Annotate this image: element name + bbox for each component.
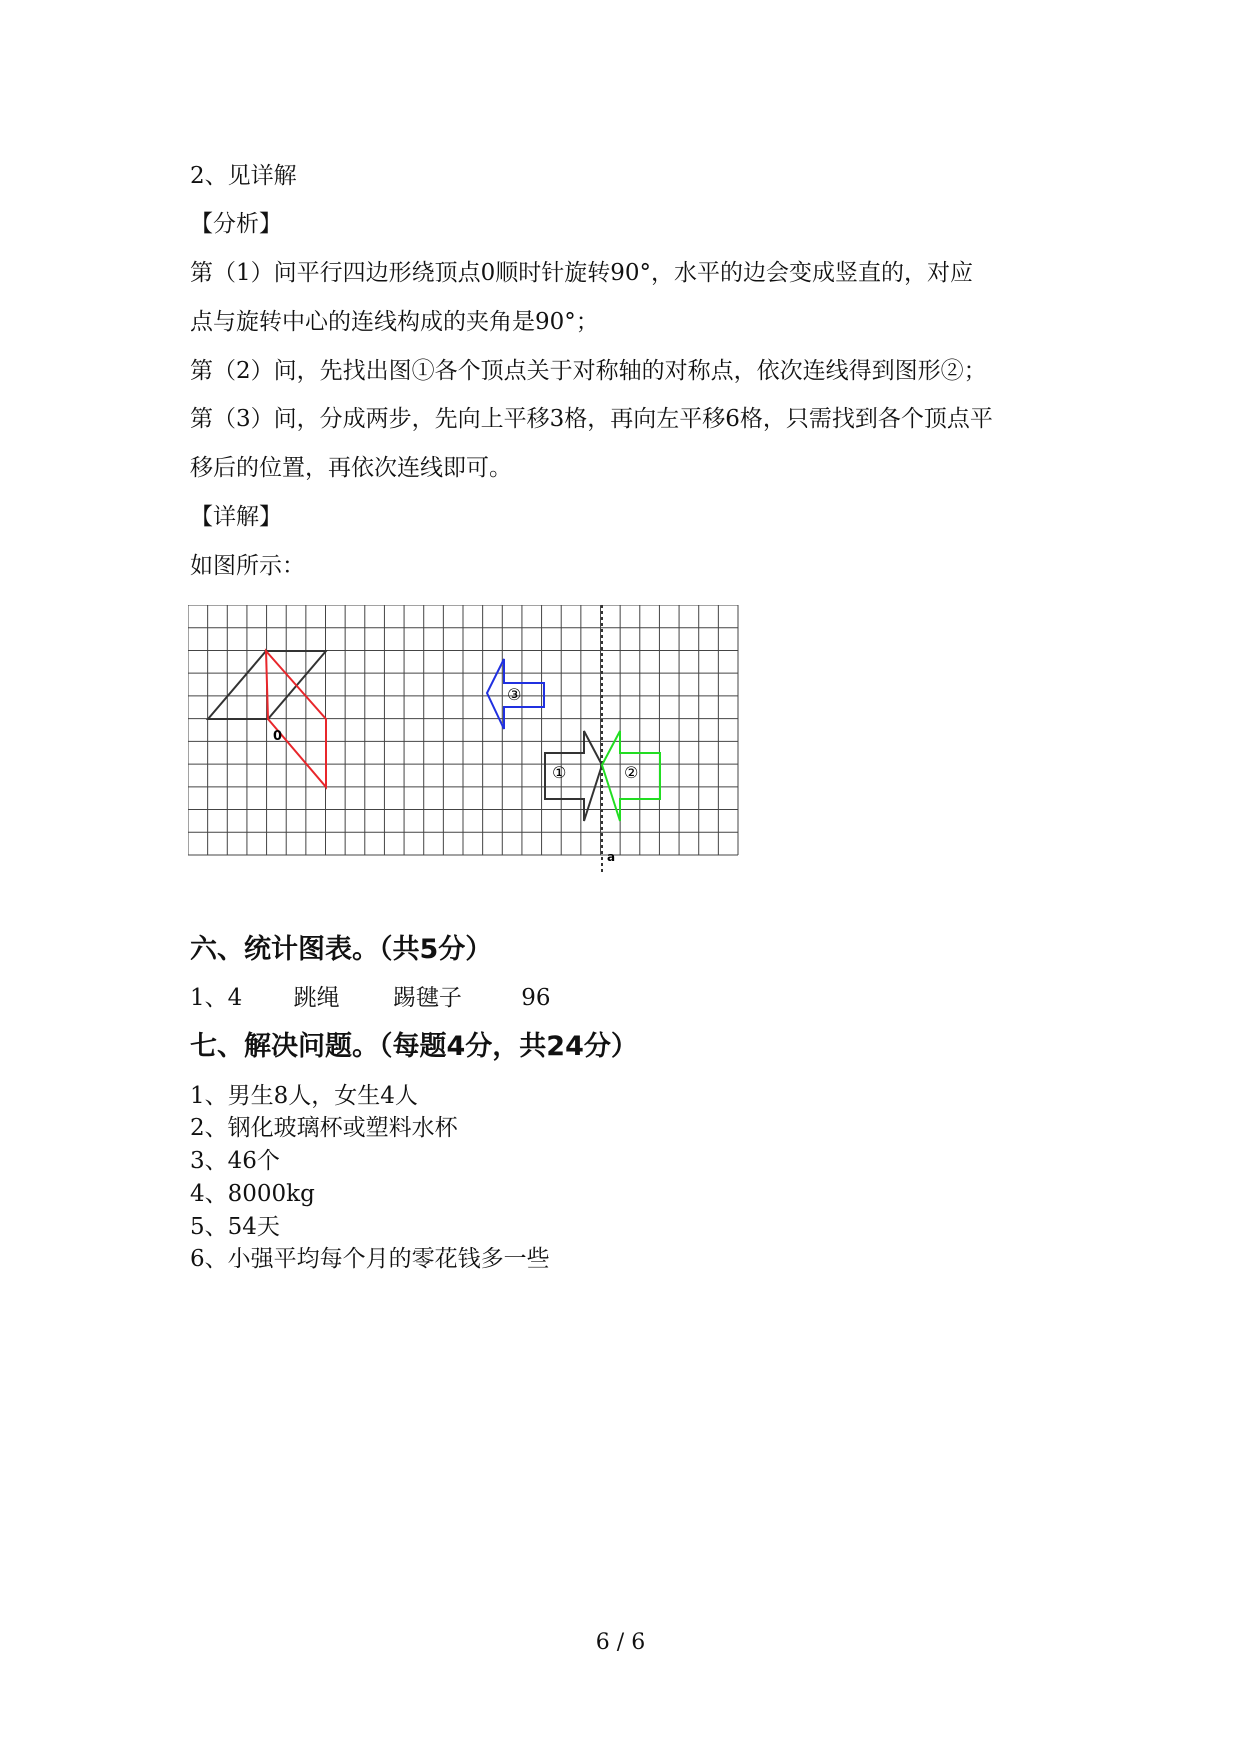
section-6-heading: 六、统计图表。（共5分） [190,934,493,965]
shape-2-label: ② [624,763,639,782]
section-6-answer [190,987,551,1010]
analysis-line: 移后的位置，再依次连线即可。 [190,455,512,481]
section-7-heading: 七、解决问题。（每题4分，共24分） [190,1031,638,1062]
section-7-answer: 5、54天 [190,1214,280,1240]
detail-text: 如图所示： [190,553,305,579]
detail-heading: 【详解】 [190,504,282,530]
axis-label: a [607,850,616,864]
answer-item: 踢毽子 [392,985,462,1011]
shape-3-label: ③ [507,685,522,704]
answer-value: 96 [521,985,551,1011]
section-7-answer: 6、小强平均每个月的零花钱多一些 [190,1246,550,1272]
answer-number: 1、4 [190,985,243,1011]
rotation-center-label: 0 [273,729,283,744]
analysis-line: 第（2）问，先找出图①各个顶点关于对称轴的对称点，依次连线得到图形②； [190,358,987,384]
section-7-answer: 1、男生8人，女生4人 [190,1083,418,1109]
answer-item: 跳绳 [293,985,340,1011]
page-number: 6 / 6 [595,1630,646,1655]
transformation-grid-figure [188,605,748,875]
shape-1-label: ① [552,763,567,782]
analysis-line: 第（3）问，分成两步，先向上平移3格，再向左平移6格，只需找到各个顶点平 [190,406,993,432]
analysis-line: 点与旋转中心的连线构成的夹角是90°； [190,309,599,335]
section-7-answer: 3、46个 [190,1148,280,1174]
analysis-heading: 【分析】 [190,211,282,237]
grid-lines [188,605,738,855]
answer-2-number: 2、见详解 [190,163,297,189]
section-7-answer: 2、钢化玻璃杯或塑料水杯 [190,1115,458,1141]
section-7-answer: 4、8000kg [190,1181,315,1207]
analysis-line: 第（1）问平行四边形绕顶点0顺时针旋转90°，水平的边会变成竖直的，对应 [190,260,974,286]
